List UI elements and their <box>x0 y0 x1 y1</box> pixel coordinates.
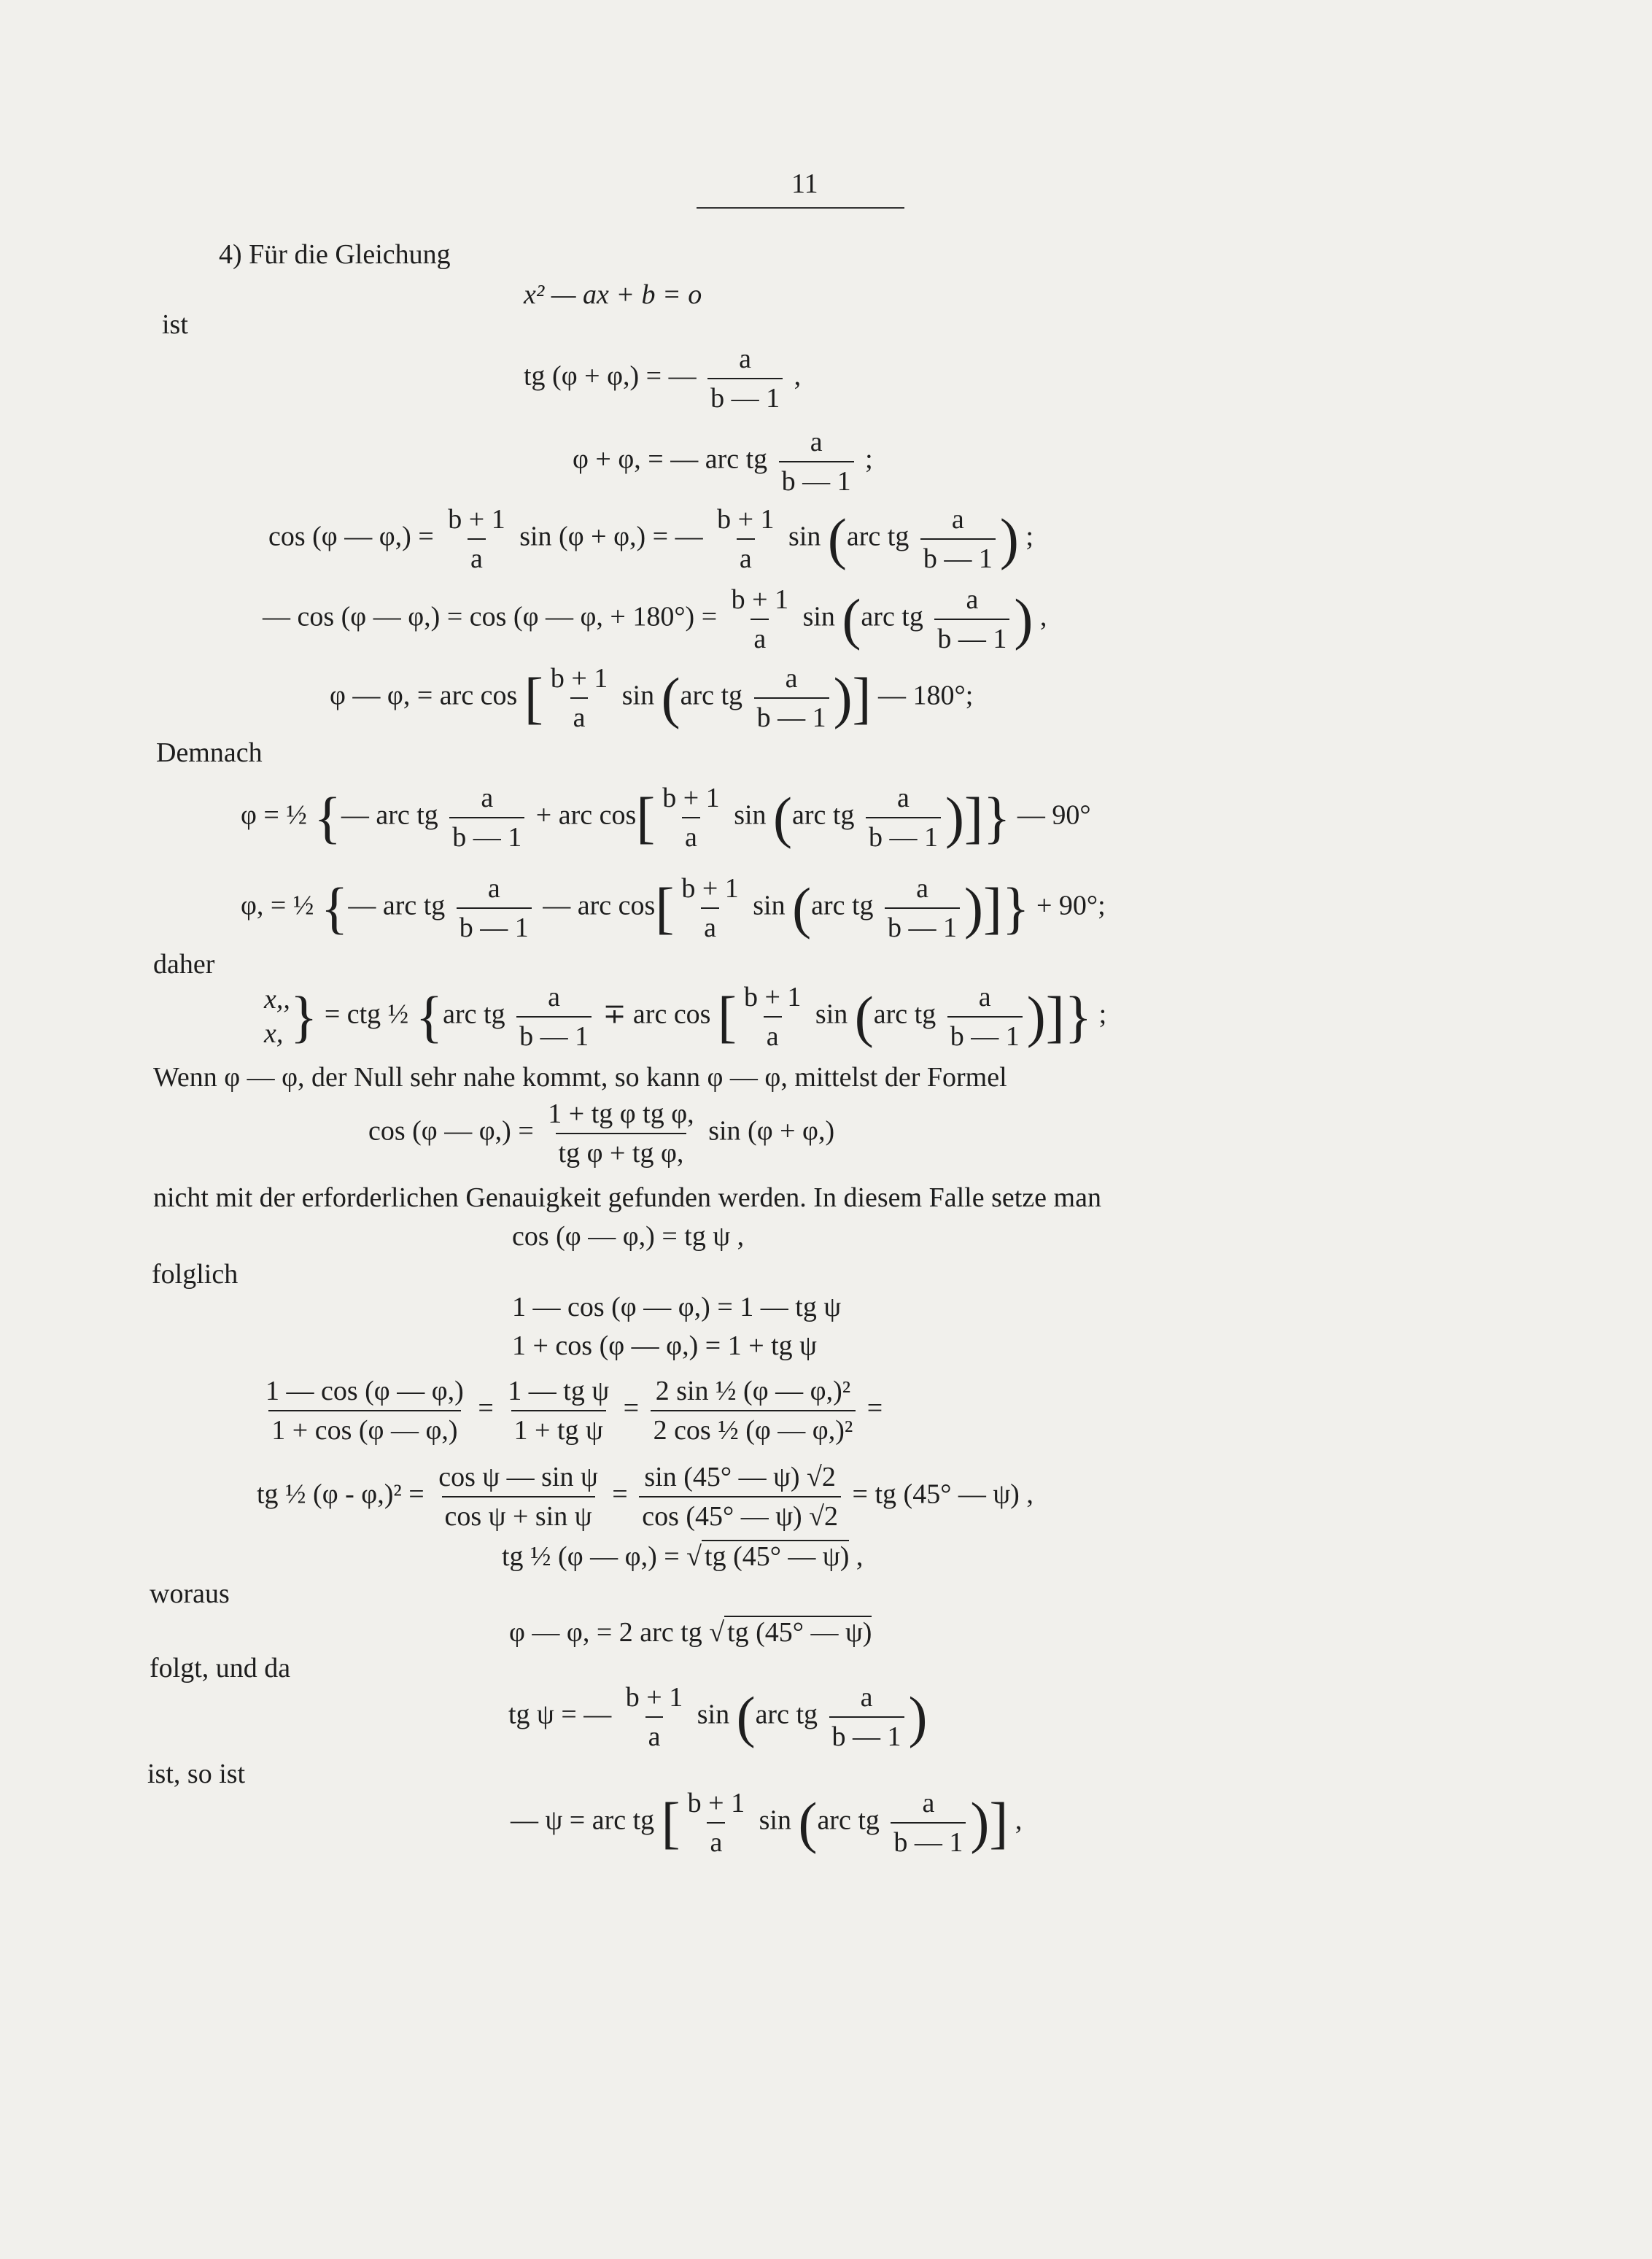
denominator: a <box>737 538 755 575</box>
right-brace: } <box>1002 875 1030 939</box>
numerator: b + 1 <box>625 1682 683 1713</box>
eq-part: 1 + cos (φ — φ,) = 1 + tg ψ <box>512 1330 817 1361</box>
denominator: a <box>468 538 486 575</box>
eq-part: — arc cos <box>543 890 656 921</box>
text-woraus: woraus <box>150 1578 230 1609</box>
eq-part: cos (φ — φ,) = <box>368 1115 534 1147</box>
eq-part: + arc cos <box>535 799 637 831</box>
numerator: a <box>966 584 979 615</box>
fraction <box>516 981 592 1053</box>
left-bracket: [ <box>717 984 737 1048</box>
left-paren: ( <box>736 1684 756 1748</box>
fraction <box>659 782 722 853</box>
fraction <box>449 782 524 853</box>
right-paren: ) <box>1026 984 1046 1048</box>
text-ist: ist <box>162 309 188 340</box>
eq-part: cos (φ — φ,) = <box>268 521 434 552</box>
fraction <box>829 1681 904 1753</box>
denominator: a <box>707 1822 725 1859</box>
fraction <box>545 1098 697 1169</box>
radicand: tg (45° — ψ) <box>724 1616 872 1648</box>
numerator: a <box>739 344 752 374</box>
denominator: b — 1 <box>934 619 1009 655</box>
page-number: 11 <box>791 168 818 199</box>
section-intro: 4) Für die Gleichung <box>219 239 451 270</box>
left-paren: ( <box>827 506 847 570</box>
fraction <box>435 1461 601 1533</box>
equation-phi-prime <box>241 872 1106 944</box>
numerator: b + 1 <box>687 1788 745 1818</box>
header-rule <box>697 207 904 209</box>
radicand: tg (45° — ψ) <box>702 1540 849 1572</box>
numerator: sin (45° — ψ) √2 <box>644 1462 836 1492</box>
denominator: a <box>682 817 700 853</box>
numerator: b + 1 <box>448 504 505 535</box>
fraction <box>639 1461 841 1533</box>
denominator: cos ψ + sin ψ <box>442 1496 595 1533</box>
equation-cos-tg-psi <box>512 1220 744 1252</box>
fraction <box>457 872 532 944</box>
right-paren: ) <box>999 506 1019 570</box>
fraction <box>707 343 783 414</box>
left-paren: ( <box>854 984 874 1048</box>
left-paren: ( <box>798 1790 818 1854</box>
eq-part: — arc tg <box>348 890 446 921</box>
text-wenn: Wenn φ — φ, der Null sehr nahe kommt, so kann φ — φ, mittelst der Formel <box>153 1062 1007 1093</box>
denominator: b — 1 <box>449 817 524 853</box>
eq-part: φ, = ½ <box>241 890 314 921</box>
right-brace: } <box>290 984 318 1048</box>
right-paren: ) <box>1014 586 1034 651</box>
eq-part: arc tg <box>846 521 910 552</box>
numerator: a <box>916 873 928 904</box>
fraction <box>651 1375 856 1446</box>
denominator: b — 1 <box>779 461 854 497</box>
equation-quadratic <box>524 279 702 311</box>
numerator: a <box>978 982 991 1012</box>
equation-phi <box>241 782 1091 853</box>
eq-part: sin <box>753 890 786 921</box>
denominator: a <box>751 619 769 655</box>
eq-part: tg (φ + φ,) = — <box>524 360 697 392</box>
right-paren: ) <box>908 1684 928 1748</box>
equation-angle-difference <box>330 662 973 734</box>
fraction <box>445 503 508 575</box>
eq-part: φ — φ, = 2 arc tg √ <box>509 1617 725 1648</box>
fraction <box>741 981 804 1053</box>
text-ist-so-ist: ist, so ist <box>147 1759 246 1789</box>
eq-part: + 90°; <box>1036 890 1106 921</box>
equation-cos-formula <box>368 1098 834 1169</box>
eq-part: arc tg <box>443 999 505 1030</box>
text-nicht-mit: nicht mit der erforderlichen Genauigkeit gefunden werden. In diesem Falle setze man <box>153 1182 1101 1213</box>
equation-cos-shift <box>263 584 1047 655</box>
right-paren: ) <box>970 1790 990 1854</box>
numerator: b + 1 <box>550 663 608 694</box>
denominator: tg φ + tg φ, <box>556 1133 687 1169</box>
eq-part: , <box>1015 1805 1023 1836</box>
eq-part: arc tg <box>811 890 874 921</box>
denominator: a <box>570 697 589 734</box>
left-paren: ( <box>773 785 793 849</box>
denominator: b — 1 <box>920 538 996 575</box>
eq-part: — ψ = arc tg <box>511 1805 655 1836</box>
right-brace: } <box>1064 984 1093 1048</box>
left-bracket: [ <box>661 1790 680 1854</box>
eq-part: , <box>1039 601 1047 632</box>
numerator: b + 1 <box>731 584 789 615</box>
root-x-prime: x, <box>264 1018 284 1049</box>
text-daher: daher <box>153 949 215 980</box>
equation-tg-sum <box>524 343 801 414</box>
denominator: 2 cos ½ (φ — φ,)² <box>651 1410 856 1446</box>
eq-part: — 180°; <box>878 680 974 711</box>
eq-part: arc tg <box>817 1805 880 1836</box>
text-folgt-und-da: folgt, und da <box>150 1653 291 1683</box>
eq-part: sin <box>621 680 655 711</box>
eq-part: cos (φ — φ,) = tg ψ , <box>512 1221 745 1252</box>
left-bracket: [ <box>636 785 656 849</box>
numerator: 1 + tg φ tg φ, <box>548 1098 694 1129</box>
eq-part: arc tg <box>861 601 923 632</box>
fraction <box>891 1787 966 1859</box>
eq-part: ; <box>865 443 873 475</box>
eq-part: arc tg <box>680 680 743 711</box>
eq-part: φ + φ, = — arc tg <box>573 443 768 475</box>
eq-part: ; <box>1098 999 1107 1030</box>
numerator: 1 — tg ψ <box>508 1376 610 1406</box>
fraction <box>920 503 996 575</box>
denominator: b — 1 <box>829 1716 904 1753</box>
numerator: b + 1 <box>743 982 802 1012</box>
fraction <box>754 662 829 734</box>
denominator: b — 1 <box>707 378 783 414</box>
numerator: a <box>897 783 910 813</box>
eq-part: = <box>478 1392 494 1424</box>
fraction <box>934 584 1009 655</box>
eq-part: tg ½ (φ — φ,) = √ <box>502 1541 702 1572</box>
eq-part: ∓ arc cos <box>602 999 711 1030</box>
numerator: b + 1 <box>662 783 720 813</box>
right-bracket: ] <box>852 665 872 729</box>
denominator: b — 1 <box>891 1822 966 1859</box>
left-brace: { <box>314 785 341 849</box>
eq-part: , <box>856 1541 864 1572</box>
left-paren: ( <box>661 665 680 729</box>
numerator: a <box>922 1788 935 1818</box>
equation-roots <box>264 981 1106 1053</box>
eq-part: = <box>612 1479 628 1510</box>
eq-part: sin (φ + φ,) = — <box>519 521 703 552</box>
right-bracket: ] <box>983 875 1003 939</box>
equation-quadratic-text: x² — ax + b = o <box>524 279 702 310</box>
eq-part: arc tg <box>873 999 936 1030</box>
left-brace: { <box>415 984 443 1048</box>
fraction <box>505 1375 612 1446</box>
roots-stack <box>264 983 290 1052</box>
eq-part: — cos (φ — φ,) = cos (φ — φ, + 180°) = <box>263 601 718 632</box>
right-paren: ) <box>945 785 964 849</box>
eq-part: sin <box>697 1699 730 1730</box>
numerator: a <box>860 1682 873 1713</box>
denominator: a <box>701 907 719 944</box>
numerator: cos ψ — sin ψ <box>438 1462 598 1492</box>
equation-angle-sum <box>573 426 873 497</box>
eq-part: φ — φ, = arc cos <box>330 680 518 711</box>
denominator: a <box>645 1716 664 1753</box>
left-paren: ( <box>792 875 812 939</box>
right-bracket: ] <box>963 785 983 849</box>
numerator: a <box>810 427 823 457</box>
eq-part: = tg (45° — ψ) , <box>852 1479 1034 1510</box>
eq-part: sin <box>759 1805 791 1836</box>
eq-part: 1 — cos (φ — φ,) = 1 — tg ψ <box>512 1292 842 1322</box>
denominator: 1 + tg ψ <box>511 1410 606 1446</box>
numerator: a <box>481 783 494 813</box>
fraction <box>885 872 960 944</box>
equation-one-plus <box>512 1330 817 1362</box>
right-brace: } <box>982 785 1011 849</box>
eq-part: tg ½ (φ - φ,)² = <box>257 1479 424 1510</box>
fraction <box>714 503 777 575</box>
fraction <box>548 662 610 734</box>
fraction <box>729 584 791 655</box>
eq-part: — 90° <box>1017 799 1091 831</box>
fraction <box>623 1681 686 1753</box>
right-paren: ) <box>833 665 853 729</box>
left-bracket: [ <box>655 875 675 939</box>
numerator: a <box>548 982 561 1012</box>
numerator: a <box>785 663 798 694</box>
fraction <box>263 1375 467 1446</box>
numerator: 2 sin ½ (φ — φ,)² <box>655 1376 851 1406</box>
numerator: 1 — cos (φ — φ,) <box>265 1376 464 1406</box>
eq-part: tg ψ = — <box>508 1699 612 1730</box>
eq-part: sin <box>734 799 767 831</box>
denominator: a <box>764 1016 782 1053</box>
text-demnach: Demnach <box>156 737 263 768</box>
denominator: b — 1 <box>516 1016 592 1053</box>
numerator: b + 1 <box>717 504 775 535</box>
right-bracket: ] <box>989 1790 1009 1854</box>
eq-part: = ctg ½ <box>324 999 409 1030</box>
fraction <box>779 426 854 497</box>
eq-part: sin <box>802 601 835 632</box>
fraction <box>866 782 941 853</box>
root-x-double-prime: x,, <box>264 983 290 1015</box>
eq-part: sin <box>815 999 848 1030</box>
eq-part: = <box>866 1392 883 1424</box>
equation-cos-difference <box>268 503 1034 575</box>
denominator: b — 1 <box>754 697 829 734</box>
fraction <box>947 981 1023 1053</box>
equation-tg-psi <box>508 1681 928 1753</box>
eq-part: arc tg <box>792 799 855 831</box>
equation-half-tangent <box>502 1541 863 1573</box>
numerator: a <box>487 873 500 904</box>
denominator: b — 1 <box>885 907 960 944</box>
eq-part: arc tg <box>755 1699 818 1730</box>
denominator: b — 1 <box>866 817 941 853</box>
denominator: b — 1 <box>947 1016 1023 1053</box>
equation-difference-arc-tg <box>509 1616 872 1648</box>
right-bracket: ] <box>1045 984 1065 1048</box>
equation-half-tangent-square <box>257 1461 1034 1533</box>
eq-part: = <box>623 1392 640 1424</box>
eq-part: sin <box>788 521 821 552</box>
eq-part: — arc tg <box>341 799 438 831</box>
left-brace: { <box>320 875 349 939</box>
equation-ratio <box>258 1375 883 1446</box>
fraction <box>685 1787 748 1859</box>
right-paren: ) <box>964 875 984 939</box>
left-paren: ( <box>842 586 861 651</box>
eq-part: ; <box>1025 521 1034 552</box>
left-bracket: [ <box>524 665 543 729</box>
numerator: b + 1 <box>681 873 739 904</box>
fraction <box>678 872 741 944</box>
denominator: 1 + cos (φ — φ,) <box>268 1410 460 1446</box>
eq-part: φ = ½ <box>241 799 307 831</box>
denominator: b — 1 <box>457 907 532 944</box>
text-folglich: folglich <box>152 1259 239 1290</box>
numerator: a <box>951 504 964 535</box>
equation-minus-psi <box>511 1787 1022 1859</box>
eq-part: , <box>794 360 802 392</box>
equation-one-minus <box>512 1291 841 1323</box>
denominator: cos (45° — ψ) √2 <box>639 1496 841 1533</box>
eq-part: sin (φ + φ,) <box>708 1115 835 1147</box>
